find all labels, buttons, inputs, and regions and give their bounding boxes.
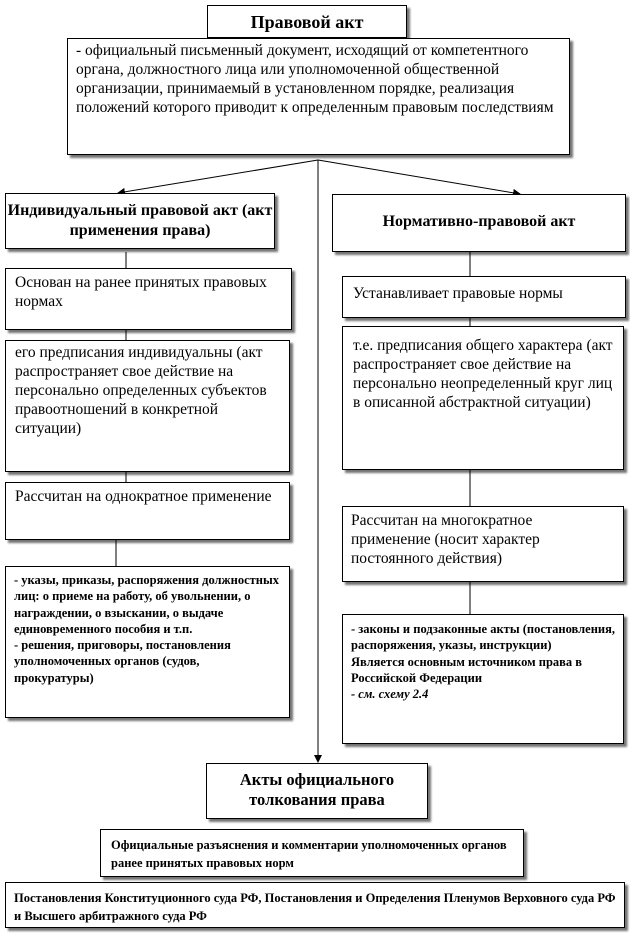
see-scheme-reference: - см. схему 2.4 xyxy=(351,687,429,701)
normative-example-2: Является основным источником права в Российской Федерации xyxy=(351,654,583,685)
normative-example-1: - законы и подзаконные акты (постановления, распоряжения, указы, инструкции) xyxy=(351,622,615,653)
normative-act-examples xyxy=(342,614,624,744)
normative-act-multiple-use: Рассчитан на многократное применение (носит характер постоянного действия) xyxy=(342,506,624,582)
interpretation-explanations: Официальные разъяснения и комментарии уполномоченных органов ранее принятых правовых норм xyxy=(100,829,524,877)
individual-example-1: - указы, приказы, распоряжения должностных лиц: о приеме на работу, об увольнении, о награждении, о взыскании, о выдаче единовременного пособия и т.п. xyxy=(14,573,279,636)
arrow-to-normative xyxy=(318,160,520,194)
individual-example-2: - решения, приговоры, постановления уполномоченных органов (судов, прокуратуры) xyxy=(14,638,231,685)
normative-act-prescriptions: т.е. предписания общего характера (акт распространяет свое действие на персонально неопределенный круг лиц в описанной абстрактной ситуации) xyxy=(342,326,624,470)
interpretation-court-acts: Постановления Конституционного суда РФ, Постановления и Определения Пленумов Верховного суда РФ и Высшего арбитражного суда РФ xyxy=(5,882,625,928)
normative-act-establishes: Устанавливает правовые нормы xyxy=(342,276,626,318)
interpretation-acts-title: Акты официального толкования права xyxy=(206,763,428,819)
normative-act-title: Нормативно-правовой акт xyxy=(332,194,626,252)
individual-act-examples xyxy=(5,566,290,718)
individual-act-title: Индивидуальный правовой акт (акт применения права) xyxy=(5,193,275,249)
pravovoy-akt-title: Правовой акт xyxy=(207,5,407,38)
individual-act-basis: Основан на ранее принятых правовых нормах xyxy=(5,268,292,330)
pravovoy-akt-definition: - официальный письменный документ, исходящий от компетентного органа, должностного лица или уполномоченной общественной организации, принимаемый в установленном порядке, реализация положений которого приводит к определенным правовым последствиям xyxy=(67,38,570,155)
individual-act-single-use: Рассчитан на однократное применение xyxy=(5,482,290,540)
individual-act-prescriptions: его предписания индивидуальны (акт распространяет свое действие на персонально определенных субъектов правоотношений в конкретной ситуации) xyxy=(5,340,290,472)
arrow-to-individual xyxy=(118,160,318,193)
